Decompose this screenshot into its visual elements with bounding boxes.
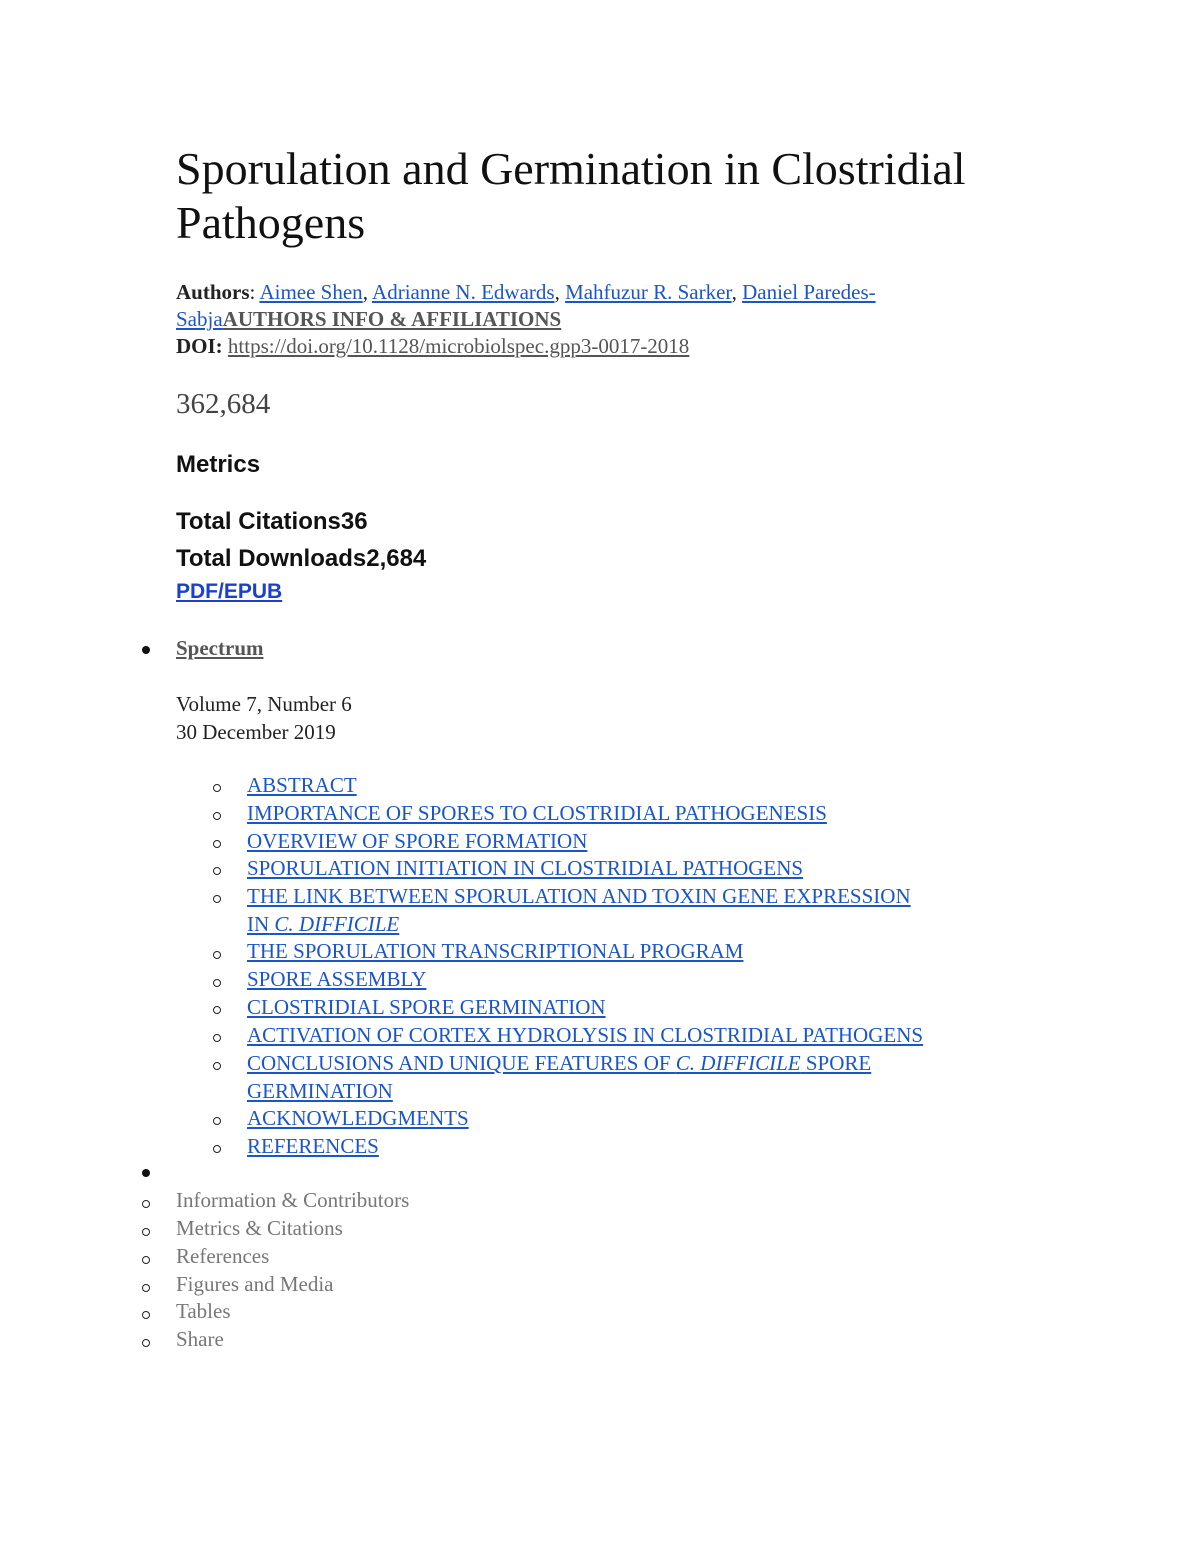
circle-bullet-icon	[142, 1311, 150, 1319]
issue-date: 30 December 2019	[176, 720, 336, 744]
tab-information-contributors[interactable]: Information & Contributors	[176, 1188, 410, 1212]
tab-metrics-citations[interactable]: Metrics & Citations	[176, 1216, 343, 1240]
citations-value: 36	[340, 508, 368, 535]
total-citations	[176, 508, 368, 536]
authors-label: Authors	[176, 280, 250, 304]
tab-figures-media[interactable]: Figures and Media	[176, 1272, 334, 1296]
volume-number: Volume 7, Number 6	[176, 692, 352, 716]
downloads-value: 2,684	[366, 545, 427, 572]
toc-toxin-link-cont[interactable]	[247, 910, 399, 938]
toc-transcriptional[interactable]: THE SPORULATION TRANSCRIPTIONAL PROGRAM	[247, 939, 744, 963]
doi-label: DOI:	[176, 334, 223, 358]
view-count: 362,684	[176, 388, 271, 420]
circle-bullet-icon	[213, 867, 221, 875]
downloads-label: Total Downloads	[176, 545, 367, 572]
total-downloads	[176, 545, 426, 573]
circle-bullet-icon	[142, 1339, 150, 1347]
journal-link[interactable]: Spectrum	[176, 636, 264, 660]
author-block: Authors: Aimee Shen, Adrianne N. Edwards, Mahfuzur R. Sarker, Daniel Paredes-SabjaAUTHORS INFO & AFFILIATIONS DOI: https://doi.org/10.1128/microbiolspec.gpp3-0017-2018	[176, 280, 876, 358]
toc-assembly[interactable]: SPORE ASSEMBLY	[247, 967, 427, 991]
circle-bullet-icon	[213, 812, 221, 820]
toc-cortex[interactable]: ACTIVATION OF CORTEX HYDROLYSIS IN CLOSTRIDIAL PATHOGENS	[247, 1023, 924, 1047]
circle-bullet-icon	[213, 951, 221, 959]
circle-bullet-icon	[213, 784, 221, 792]
tab-references[interactable]: References	[176, 1244, 270, 1268]
metrics-heading: Metrics	[176, 451, 261, 478]
toc-toxin-link-species: C. DIFFICILE	[274, 912, 400, 936]
toc-toxin-link-line1: THE LINK BETWEEN SPORULATION AND TOXIN GENE EXPRESSION	[247, 884, 911, 908]
toc-germination[interactable]: CLOSTRIDIAL SPORE GERMINATION	[247, 995, 606, 1019]
circle-bullet-icon	[213, 1006, 221, 1014]
toc-toxin-link[interactable]	[247, 882, 911, 910]
circle-bullet-icon	[142, 1284, 150, 1292]
toc-overview[interactable]: OVERVIEW OF SPORE FORMATION	[247, 829, 588, 853]
toc-conclusions-spore: SPORE	[805, 1051, 872, 1075]
circle-bullet-icon	[213, 979, 221, 987]
toc-conclusions-cont[interactable]: GERMINATION	[247, 1079, 393, 1103]
author-link-sarker[interactable]: Mahfuzur R. Sarker	[565, 280, 732, 304]
issue-info	[176, 690, 352, 746]
toc-abstract[interactable]: ABSTRACT	[247, 773, 357, 797]
circle-bullet-icon	[213, 1117, 221, 1125]
toc-toxin-link-in: IN	[247, 912, 270, 936]
circle-bullet-icon	[213, 1034, 221, 1042]
article-title: Sporulation and Germination in Clostridial Pathogens	[176, 143, 966, 248]
circle-bullet-icon	[142, 1256, 150, 1264]
circle-bullet-icon	[213, 895, 221, 903]
toc-conclusions-species: C. DIFFICILE	[675, 1051, 801, 1075]
circle-bullet-icon	[213, 840, 221, 848]
author-link-shen[interactable]: Aimee Shen	[259, 280, 363, 304]
bullet-icon	[142, 1169, 150, 1177]
toc-initiation[interactable]: SPORULATION INITIATION IN CLOSTRIDIAL PATHOGENS	[247, 856, 804, 880]
author-link-paredes-sabja[interactable]: Daniel Paredes-Sabja	[176, 280, 876, 331]
toc-importance[interactable]: IMPORTANCE OF SPORES TO CLOSTRIDIAL PATHOGENESIS	[247, 801, 827, 825]
toc-acknowledgments[interactable]: ACKNOWLEDGMENTS	[247, 1106, 469, 1130]
toc-conclusions[interactable]	[247, 1049, 871, 1077]
toc-references[interactable]: REFERENCES	[247, 1134, 379, 1158]
pdf-epub-link[interactable]: PDF/EPUB	[176, 580, 283, 603]
citations-label: Total Citations	[176, 508, 341, 535]
affiliations-link[interactable]: AUTHORS INFO & AFFILIATIONS	[222, 307, 562, 331]
circle-bullet-icon	[213, 1062, 221, 1070]
author-link-edwards[interactable]: Adrianne N. Edwards	[372, 280, 555, 304]
circle-bullet-icon	[142, 1228, 150, 1236]
circle-bullet-icon	[142, 1200, 150, 1208]
tab-tables[interactable]: Tables	[176, 1299, 231, 1323]
doi-link[interactable]: https://doi.org/10.1128/microbiolspec.gpp3-0017-2018	[227, 334, 690, 358]
tab-share[interactable]: Share	[176, 1327, 224, 1351]
circle-bullet-icon	[213, 1145, 221, 1153]
bullet-icon	[142, 646, 150, 654]
toc-conclusions-line1: CONCLUSIONS AND UNIQUE FEATURES OF	[247, 1051, 671, 1075]
